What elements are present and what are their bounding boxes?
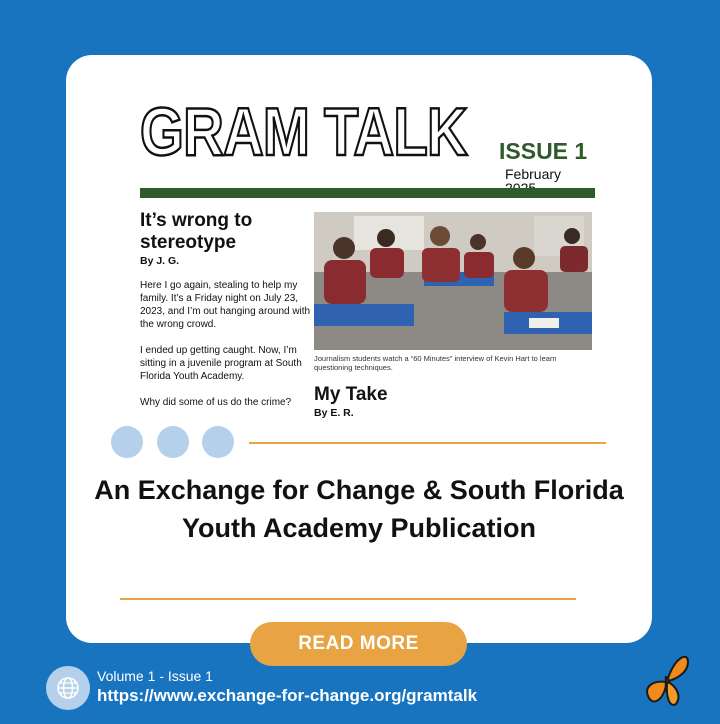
masthead-rule <box>140 188 595 198</box>
issue-date: February <box>505 166 562 182</box>
article2-headline: My Take <box>314 384 388 405</box>
article1-paragraph: I ended up getting caught. Now, I’m sitting in a juvenile program at South Florida Youth Academy. <box>140 345 302 382</box>
issue-label: ISSUE 1 <box>499 138 588 164</box>
decorative-dot <box>157 426 189 458</box>
article1-body <box>140 279 315 422</box>
volume-label: Volume 1 - Issue 1 <box>97 668 213 684</box>
article1-byline: By J. G. <box>140 255 180 267</box>
decorative-dot <box>202 426 234 458</box>
article2-byline: By E. R. <box>314 407 354 419</box>
article1-paragraph: Here I go again, stealing to help my family. It’s a Friday night on July 23, 2023, and I’m out hanging around with the wrong crowd. <box>140 280 311 330</box>
masthead-title: GRAM TALK <box>140 94 467 170</box>
newsletter-masthead <box>140 94 595 189</box>
article1-headline: It’s wrong to stereotype <box>140 210 253 253</box>
article1-paragraph: Why did some of us do the crime? <box>140 397 292 408</box>
classroom-photo-illustration <box>314 212 592 350</box>
read-more-button[interactable]: READ MORE <box>250 622 467 666</box>
decorative-dot <box>111 426 143 458</box>
orange-divider-bottom <box>120 598 576 600</box>
globe-icon <box>46 666 90 710</box>
orange-divider-top <box>249 442 606 444</box>
website-link[interactable]: https://www.exchange-for-change.org/gramtalk <box>97 686 478 705</box>
photo-caption: Journalism students watch a “60 Minutes” interview of Kevin Hart to learn questioning techniques. <box>314 354 557 372</box>
publication-title: An Exchange for Change & South Florida Youth Academy Publication <box>94 475 624 543</box>
butterfly-icon <box>642 648 690 710</box>
classroom-photo <box>314 212 592 350</box>
